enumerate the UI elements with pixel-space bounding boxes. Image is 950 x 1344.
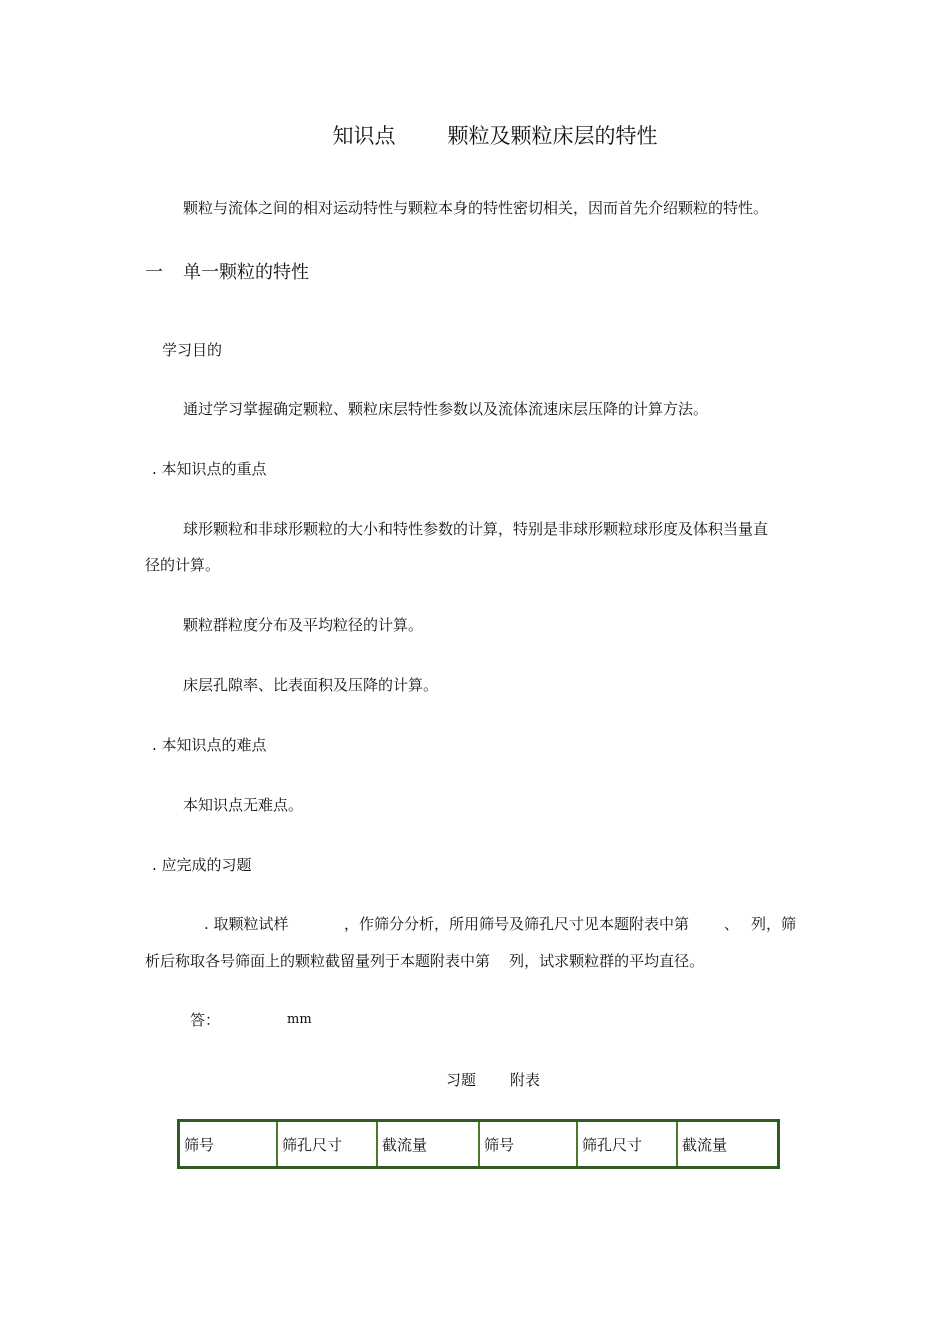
answer-label: 答： xyxy=(190,1011,221,1029)
title-main: 颗粒及颗粒床层的特性 xyxy=(447,124,658,148)
exercise-text-2: 析后称取各号筛面上的颗粒截留量列于本题附表中第 列，试求颗粒群的平均直径。 xyxy=(145,952,705,970)
section-title: 单一颗粒的特性 xyxy=(183,262,309,283)
exercise-text-1b: ，作筛分分析，所用筛号及筛孔尺寸见本题附表中第 xyxy=(344,915,690,933)
key-point-3: 床层孔隙率、比表面积及压降的计算。 xyxy=(183,676,439,694)
page-title xyxy=(0,120,950,150)
section-number: 一 xyxy=(145,262,163,283)
sieve-table xyxy=(177,1119,780,1169)
table-caption xyxy=(446,1070,540,1090)
table-caption-b: 附表 xyxy=(510,1071,541,1089)
difficulty-text: 本知识点无难点。 xyxy=(183,796,304,814)
exercise-text-1d: 列，筛 xyxy=(751,915,797,933)
key-point-2: 颗粒群粒度分布及平均粒径的计算。 xyxy=(183,616,424,634)
table-header-cell: 截流量 xyxy=(677,1121,779,1168)
goal-heading: 学习目的 xyxy=(162,341,223,359)
table-header-row xyxy=(179,1121,779,1168)
difficulty-heading: . 本知识点的难点 xyxy=(152,736,267,754)
intro-paragraph: 颗粒与流体之间的相对运动特性与颗粒本身的特性密切相关，因而首先介绍颗粒的特性。 xyxy=(183,199,769,217)
exercise-heading: . 应完成的习题 xyxy=(152,856,252,874)
exercise-text-1c: 、 xyxy=(724,915,740,933)
table-header-cell: 筛号 xyxy=(479,1121,577,1168)
answer-unit: mm xyxy=(287,1012,312,1027)
table-header-cell: 筛孔尺寸 xyxy=(577,1121,677,1168)
table-caption-a: 习题 xyxy=(446,1071,477,1089)
key-point-1-line-2: 径的计算。 xyxy=(145,556,221,574)
title-prefix: 知识点 xyxy=(332,124,396,148)
exercise-text-1a: . 取颗粒试样 xyxy=(204,915,289,933)
key-points-heading: . 本知识点的重点 xyxy=(152,460,267,478)
key-point-1-line-1: 球形颗粒和非球形颗粒的大小和特性参数的计算，特别是非球形颗粒球形度及体积当量直 xyxy=(183,520,769,538)
goal-text: 通过学习掌握确定颗粒、颗粒床层特性参数以及流体流速床层压降的计算方法。 xyxy=(183,400,709,418)
section-heading xyxy=(145,258,309,284)
table-header-cell: 筛孔尺寸 xyxy=(277,1121,377,1168)
table-header-cell: 截流量 xyxy=(377,1121,479,1168)
table-header-cell: 筛号 xyxy=(179,1121,278,1168)
